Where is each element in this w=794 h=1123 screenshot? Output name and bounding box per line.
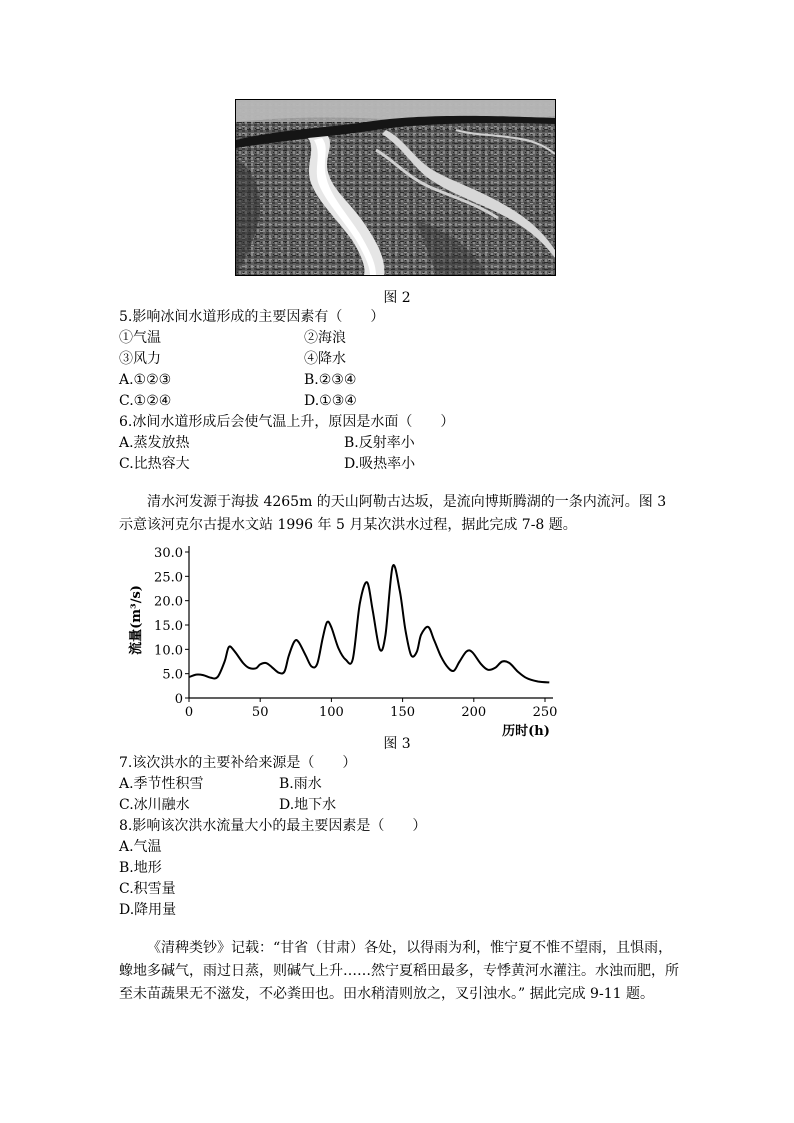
q7-option-d: D.地下水: [279, 797, 337, 813]
figure-2-photo: [235, 99, 556, 276]
q7-option-b: B.雨水: [279, 776, 322, 792]
ice-lead-aerial-photo-icon: [236, 100, 555, 275]
q5-item-1: ①气温: [119, 330, 161, 346]
y-tick-label: 30.0: [154, 546, 183, 561]
y-axis-label: 流量(m³/s): [129, 585, 144, 655]
q8-option-c: C.积雪量: [119, 881, 176, 897]
q5-item-3: ③风力: [119, 351, 161, 367]
y-tick-label: 10.0: [154, 643, 183, 659]
y-tick-label: 5.0: [162, 667, 183, 683]
x-tick-label: 150: [390, 705, 416, 720]
y-tick-label: 15.0: [154, 619, 183, 634]
q5-stem: 5.影响冰间水道形成的主要因素有（ ）: [119, 309, 385, 325]
q6-option-d: D.吸热率小: [344, 456, 416, 472]
figure-3-caption: 图 3: [383, 736, 411, 752]
x-tick-label: 250: [532, 705, 558, 720]
q8-option-a: A.气温: [119, 839, 162, 855]
q6-option-b: B.反射率小: [344, 435, 415, 451]
y-tick-label: 20.0: [154, 594, 183, 610]
q8-option-d: D.降用量: [119, 902, 177, 918]
q5-option-c: C.①②④: [119, 393, 172, 409]
intro-paragraph-9-11: [119, 937, 679, 1006]
y-tick-label: 0: [174, 692, 183, 707]
q5-option-b: B.②③④: [304, 372, 357, 388]
y-tick-label: 25.0: [154, 570, 183, 586]
intro-paragraph-7-8: [119, 491, 679, 537]
q8-stem: 8.影响该次洪水流量大小的最主要因素是（ ）: [119, 818, 427, 834]
q5-option-d: D.①③④: [304, 393, 357, 409]
figure-2-caption: 图 2: [383, 290, 411, 306]
q7-option-c: C.冰川融水: [119, 797, 190, 813]
q7-stem: 7.该次洪水的主要补给来源是（ ）: [119, 755, 357, 771]
q5-item-2: ②海浪: [304, 330, 346, 346]
intro-text-7-8: 清水河发源于海拔 4265m 的天山阿勒古达坂，是流向博斯腾湖的一条内流河。图 3 示意该河克尔古提水文站 1996 年 5 月某次洪水过程，据此完成 7-8 题。: [119, 494, 667, 533]
q7-option-a: A.季节性积雪: [119, 776, 204, 792]
q6-option-c: C.比热容大: [119, 456, 190, 472]
q5-option-a: A.①②③: [119, 372, 172, 388]
series-line-0: [189, 565, 549, 682]
q6-option-a: A.蒸发放热: [119, 435, 190, 451]
q5-item-4: ④降水: [304, 351, 346, 367]
flood-hydrograph-chart: [119, 538, 589, 738]
x-tick-label: 100: [318, 705, 344, 720]
q6-stem: 6.冰间水道形成后会使气温上升，原因是水面（ ）: [119, 414, 455, 430]
intro-text-9-11: 《清稗类钞》记载：“甘省（甘肃）各处，以得雨为利，惟宁夏不惟不望雨，且惧雨，蟓地多碱气，雨过日蒸，则碱气上升……然宁夏稻田最多，专悸黄河水灌注。水浊而肥，所至未苗蔬果无不滋发，不必粪田也。田水稍清则放之，叉引浊水。” 据此完成 9-11 题。: [119, 940, 679, 1002]
x-axis-label: 历时(h): [502, 724, 550, 738]
q8-option-b: B.地形: [119, 860, 162, 876]
x-tick-label: 200: [461, 705, 487, 720]
x-tick-label: 0: [184, 705, 194, 720]
x-tick-label: 50: [251, 705, 269, 720]
